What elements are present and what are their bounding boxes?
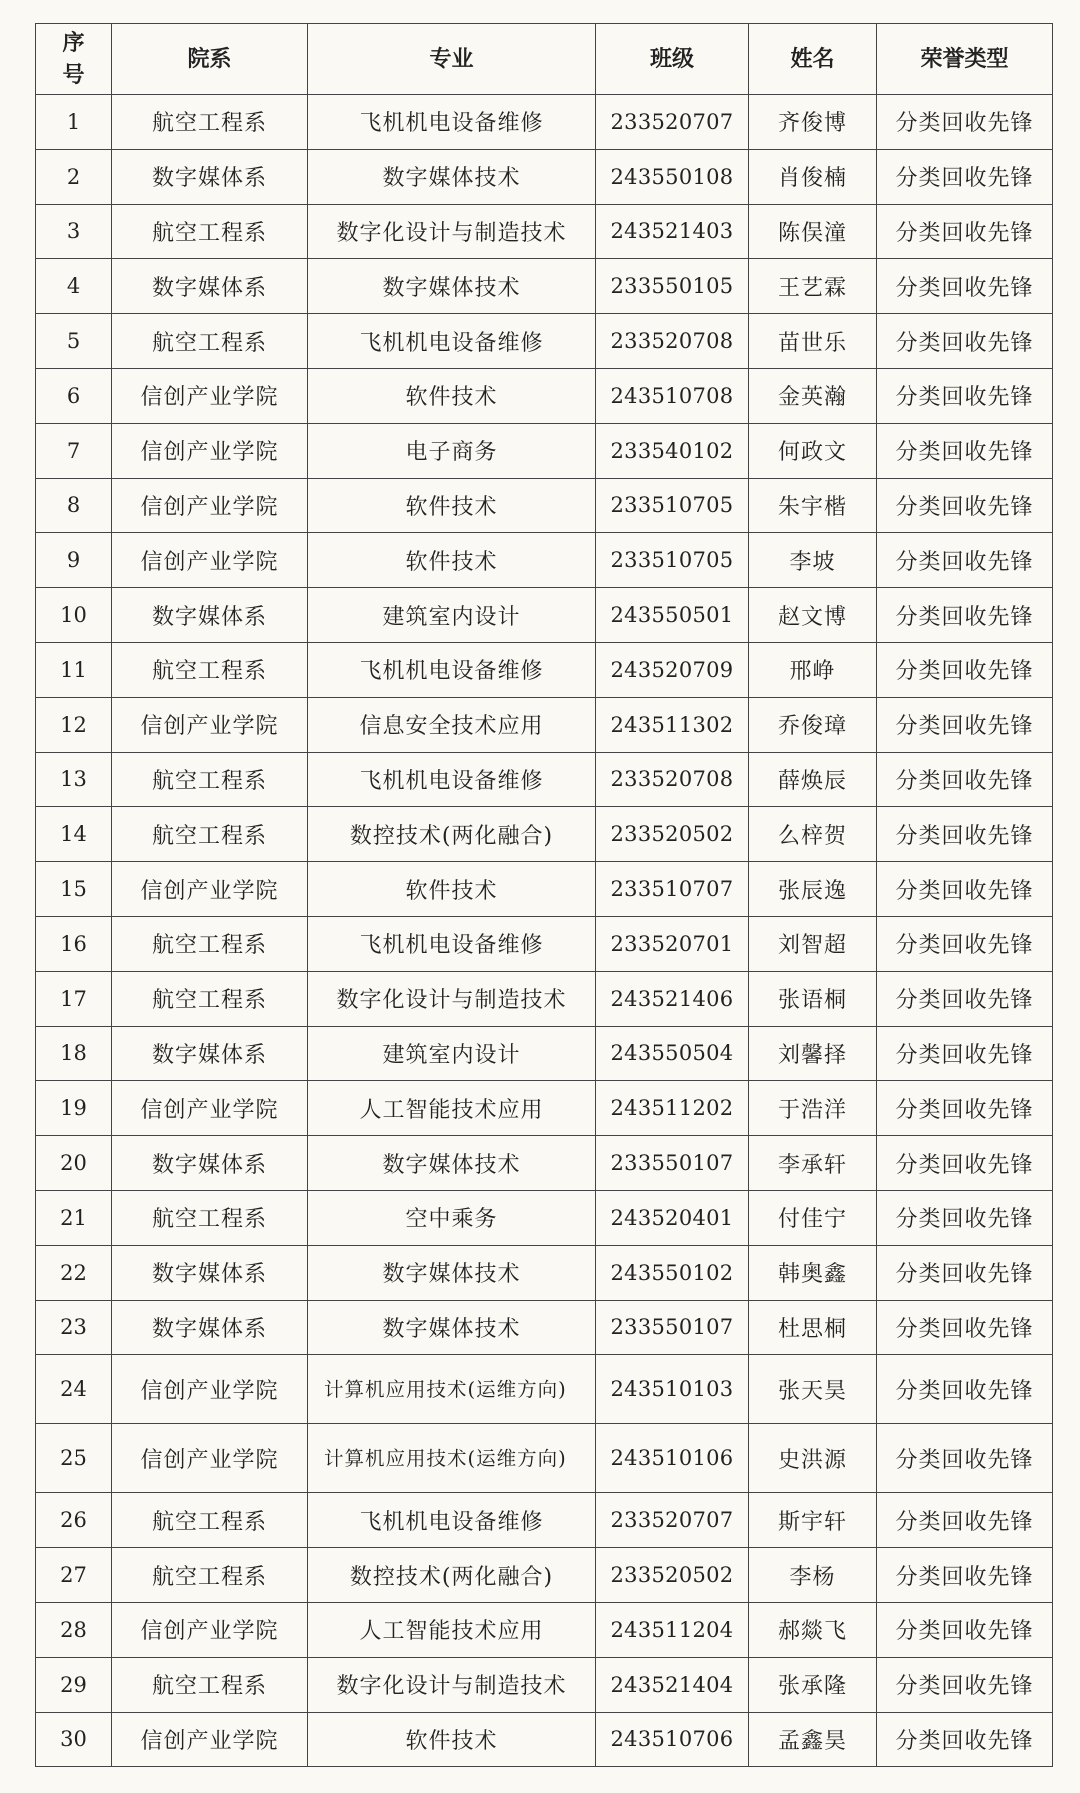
cell-name: 张承隆 [749,1657,877,1712]
cell-honor: 分类回收先锋 [877,1245,1053,1300]
cell-no: 28 [36,1602,112,1657]
cell-honor: 分类回收先锋 [877,1190,1053,1245]
cell-major: 飞机机电设备维修 [308,314,596,369]
table-row [36,697,1053,752]
cell-honor: 分类回收先锋 [877,1355,1053,1424]
cell-dept: 航空工程系 [112,752,308,807]
cell-major: 软件技术 [308,1712,596,1767]
cell-major: 数字媒体技术 [308,1136,596,1191]
cell-major: 数字化设计与制造技术 [308,1657,596,1712]
header-dept: 院系 [112,24,308,95]
table-row [36,478,1053,533]
cell-major: 飞机机电设备维修 [308,916,596,971]
cell-class: 233550105 [596,259,749,314]
cell-major: 信息安全技术应用 [308,697,596,752]
cell-name: 肖俊楠 [749,149,877,204]
cell-name: 张辰逸 [749,862,877,917]
table-row [36,1712,1053,1767]
cell-dept: 信创产业学院 [112,1081,308,1136]
cell-major: 飞机机电设备维修 [308,95,596,150]
cell-name: 李杨 [749,1548,877,1603]
cell-class: 233550107 [596,1136,749,1191]
cell-name: 朱宇楷 [749,478,877,533]
header-row [36,24,1053,95]
cell-class: 233510707 [596,862,749,917]
cell-major: 建筑室内设计 [308,1026,596,1081]
cell-no: 11 [36,642,112,697]
table-row [36,533,1053,588]
table-row [36,95,1053,150]
table-row [36,588,1053,643]
header-name: 姓名 [749,24,877,95]
cell-dept: 数字媒体系 [112,1136,308,1191]
table-row [36,368,1053,423]
cell-major: 数字媒体技术 [308,259,596,314]
table-body [36,95,1053,1767]
cell-honor: 分类回收先锋 [877,533,1053,588]
cell-class: 233510705 [596,478,749,533]
cell-honor: 分类回收先锋 [877,1300,1053,1355]
cell-no: 17 [36,971,112,1026]
cell-dept: 信创产业学院 [112,478,308,533]
cell-dept: 数字媒体系 [112,1026,308,1081]
cell-no: 25 [36,1424,112,1493]
cell-major: 数控技术(两化融合) [308,1548,596,1603]
cell-class: 243521406 [596,971,749,1026]
table-row [36,259,1053,314]
cell-name: 于浩洋 [749,1081,877,1136]
cell-class: 233550107 [596,1300,749,1355]
cell-name: 斯宇轩 [749,1493,877,1548]
cell-honor: 分类回收先锋 [877,368,1053,423]
table-row [36,862,1053,917]
cell-name: 孟鑫昊 [749,1712,877,1767]
cell-honor: 分类回收先锋 [877,149,1053,204]
cell-dept: 航空工程系 [112,314,308,369]
table-row [36,423,1053,478]
cell-no: 8 [36,478,112,533]
cell-no: 16 [36,916,112,971]
cell-name: 邢峥 [749,642,877,697]
cell-class: 243511202 [596,1081,749,1136]
cell-dept: 航空工程系 [112,204,308,259]
cell-major: 空中乘务 [308,1190,596,1245]
cell-class: 243511302 [596,697,749,752]
table-row [36,1602,1053,1657]
cell-honor: 分类回收先锋 [877,478,1053,533]
cell-major: 数控技术(两化融合) [308,807,596,862]
cell-name: 张天昊 [749,1355,877,1424]
table-row [36,149,1053,204]
cell-dept: 航空工程系 [112,916,308,971]
cell-honor: 分类回收先锋 [877,588,1053,643]
cell-no: 4 [36,259,112,314]
table-row [36,314,1053,369]
cell-honor: 分类回收先锋 [877,204,1053,259]
header-class: 班级 [596,24,749,95]
cell-class: 233520707 [596,1493,749,1548]
cell-name: 赵文博 [749,588,877,643]
table-row [36,1245,1053,1300]
cell-honor: 分类回收先锋 [877,259,1053,314]
table-row [36,204,1053,259]
cell-name: 韩奥鑫 [749,1245,877,1300]
cell-dept: 数字媒体系 [112,588,308,643]
table-header [36,24,1053,95]
table-row [36,642,1053,697]
table-row [36,1548,1053,1603]
cell-dept: 航空工程系 [112,1548,308,1603]
cell-no: 21 [36,1190,112,1245]
cell-dept: 航空工程系 [112,807,308,862]
cell-honor: 分类回收先锋 [877,95,1053,150]
cell-major: 软件技术 [308,478,596,533]
cell-major: 软件技术 [308,368,596,423]
cell-no: 13 [36,752,112,807]
cell-dept: 数字媒体系 [112,259,308,314]
cell-class: 243521404 [596,1657,749,1712]
cell-class: 233520707 [596,95,749,150]
cell-major: 数字化设计与制造技术 [308,971,596,1026]
cell-no: 5 [36,314,112,369]
cell-honor: 分类回收先锋 [877,752,1053,807]
table-row [36,971,1053,1026]
cell-class: 243550102 [596,1245,749,1300]
cell-class: 243550501 [596,588,749,643]
cell-no: 22 [36,1245,112,1300]
table-row [36,1300,1053,1355]
cell-name: 史洪源 [749,1424,877,1493]
cell-class: 243520709 [596,642,749,697]
cell-no: 15 [36,862,112,917]
cell-honor: 分类回收先锋 [877,807,1053,862]
cell-class: 243550504 [596,1026,749,1081]
table-row [36,1136,1053,1191]
cell-name: 苗世乐 [749,314,877,369]
cell-honor: 分类回收先锋 [877,1548,1053,1603]
cell-honor: 分类回收先锋 [877,642,1053,697]
cell-class: 233520708 [596,314,749,369]
cell-no: 23 [36,1300,112,1355]
cell-name: 郝燚飞 [749,1602,877,1657]
cell-class: 243510706 [596,1712,749,1767]
cell-dept: 信创产业学院 [112,423,308,478]
cell-name: 付佳宁 [749,1190,877,1245]
cell-no: 18 [36,1026,112,1081]
cell-class: 233520502 [596,807,749,862]
cell-name: 刘馨择 [749,1026,877,1081]
cell-dept: 数字媒体系 [112,1300,308,1355]
cell-name: 张语桐 [749,971,877,1026]
cell-no: 19 [36,1081,112,1136]
header-major: 专业 [308,24,596,95]
table-row [36,752,1053,807]
cell-no: 26 [36,1493,112,1548]
cell-dept: 数字媒体系 [112,1245,308,1300]
cell-class: 243510708 [596,368,749,423]
cell-no: 29 [36,1657,112,1712]
cell-major: 数字媒体技术 [308,1300,596,1355]
table-row [36,807,1053,862]
table-row [36,1081,1053,1136]
cell-no: 20 [36,1136,112,1191]
cell-no: 9 [36,533,112,588]
cell-major: 电子商务 [308,423,596,478]
cell-honor: 分类回收先锋 [877,1657,1053,1712]
header-no-label: 序号 [62,30,85,88]
cell-dept: 航空工程系 [112,1190,308,1245]
cell-class: 243520401 [596,1190,749,1245]
cell-major: 飞机机电设备维修 [308,1493,596,1548]
cell-major: 飞机机电设备维修 [308,642,596,697]
cell-no: 27 [36,1548,112,1603]
cell-honor: 分类回收先锋 [877,1712,1053,1767]
cell-dept: 信创产业学院 [112,1602,308,1657]
cell-no: 10 [36,588,112,643]
cell-major: 人工智能技术应用 [308,1602,596,1657]
cell-class: 233520701 [596,916,749,971]
cell-class: 233520708 [596,752,749,807]
cell-name: 刘智超 [749,916,877,971]
cell-dept: 数字媒体系 [112,149,308,204]
cell-honor: 分类回收先锋 [877,1424,1053,1493]
cell-no: 12 [36,697,112,752]
cell-dept: 信创产业学院 [112,533,308,588]
cell-no: 24 [36,1355,112,1424]
cell-major: 飞机机电设备维修 [308,752,596,807]
cell-dept: 信创产业学院 [112,1424,308,1493]
table-row [36,1493,1053,1548]
cell-name: 薛焕辰 [749,752,877,807]
cell-honor: 分类回收先锋 [877,1602,1053,1657]
cell-dept: 航空工程系 [112,642,308,697]
cell-honor: 分类回收先锋 [877,1493,1053,1548]
cell-dept: 信创产业学院 [112,1712,308,1767]
cell-honor: 分类回收先锋 [877,862,1053,917]
cell-honor: 分类回收先锋 [877,423,1053,478]
cell-name: 么梓贺 [749,807,877,862]
cell-dept: 航空工程系 [112,95,308,150]
cell-no: 1 [36,95,112,150]
honor-list-sheet [35,23,1052,1767]
cell-class: 243511204 [596,1602,749,1657]
table-row [36,1355,1053,1424]
cell-major: 软件技术 [308,862,596,917]
cell-honor: 分类回收先锋 [877,697,1053,752]
cell-class: 243550108 [596,149,749,204]
table-row [36,1190,1053,1245]
cell-dept: 信创产业学院 [112,368,308,423]
table-row [36,916,1053,971]
cell-class: 243510103 [596,1355,749,1424]
header-honor: 荣誉类型 [877,24,1053,95]
cell-no: 30 [36,1712,112,1767]
cell-dept: 航空工程系 [112,1493,308,1548]
honor-table [35,23,1053,1767]
cell-major: 建筑室内设计 [308,588,596,643]
cell-major: 数字媒体技术 [308,149,596,204]
cell-no: 2 [36,149,112,204]
cell-class: 243510106 [596,1424,749,1493]
cell-name: 李坡 [749,533,877,588]
cell-class: 233520502 [596,1548,749,1603]
cell-major: 计算机应用技术(运维方向) [308,1424,596,1493]
cell-honor: 分类回收先锋 [877,1081,1053,1136]
cell-major: 软件技术 [308,533,596,588]
cell-dept: 信创产业学院 [112,862,308,917]
cell-no: 3 [36,204,112,259]
cell-dept: 航空工程系 [112,971,308,1026]
cell-no: 6 [36,368,112,423]
cell-honor: 分类回收先锋 [877,314,1053,369]
cell-honor: 分类回收先锋 [877,916,1053,971]
table-row [36,1026,1053,1081]
cell-dept: 航空工程系 [112,1657,308,1712]
cell-major: 人工智能技术应用 [308,1081,596,1136]
table-row [36,1657,1053,1712]
cell-class: 233510705 [596,533,749,588]
cell-honor: 分类回收先锋 [877,1026,1053,1081]
cell-honor: 分类回收先锋 [877,971,1053,1026]
cell-major: 数字化设计与制造技术 [308,204,596,259]
cell-name: 齐俊博 [749,95,877,150]
cell-name: 乔俊璋 [749,697,877,752]
header-no [36,24,112,95]
cell-name: 何政文 [749,423,877,478]
cell-dept: 信创产业学院 [112,697,308,752]
cell-honor: 分类回收先锋 [877,1136,1053,1191]
cell-name: 李承轩 [749,1136,877,1191]
cell-name: 陈俣潼 [749,204,877,259]
cell-dept: 信创产业学院 [112,1355,308,1424]
cell-class: 233540102 [596,423,749,478]
cell-class: 243521403 [596,204,749,259]
cell-major: 数字媒体技术 [308,1245,596,1300]
cell-major: 计算机应用技术(运维方向) [308,1355,596,1424]
cell-name: 金英瀚 [749,368,877,423]
cell-name: 王艺霖 [749,259,877,314]
cell-no: 7 [36,423,112,478]
cell-no: 14 [36,807,112,862]
cell-name: 杜思桐 [749,1300,877,1355]
table-row [36,1424,1053,1493]
